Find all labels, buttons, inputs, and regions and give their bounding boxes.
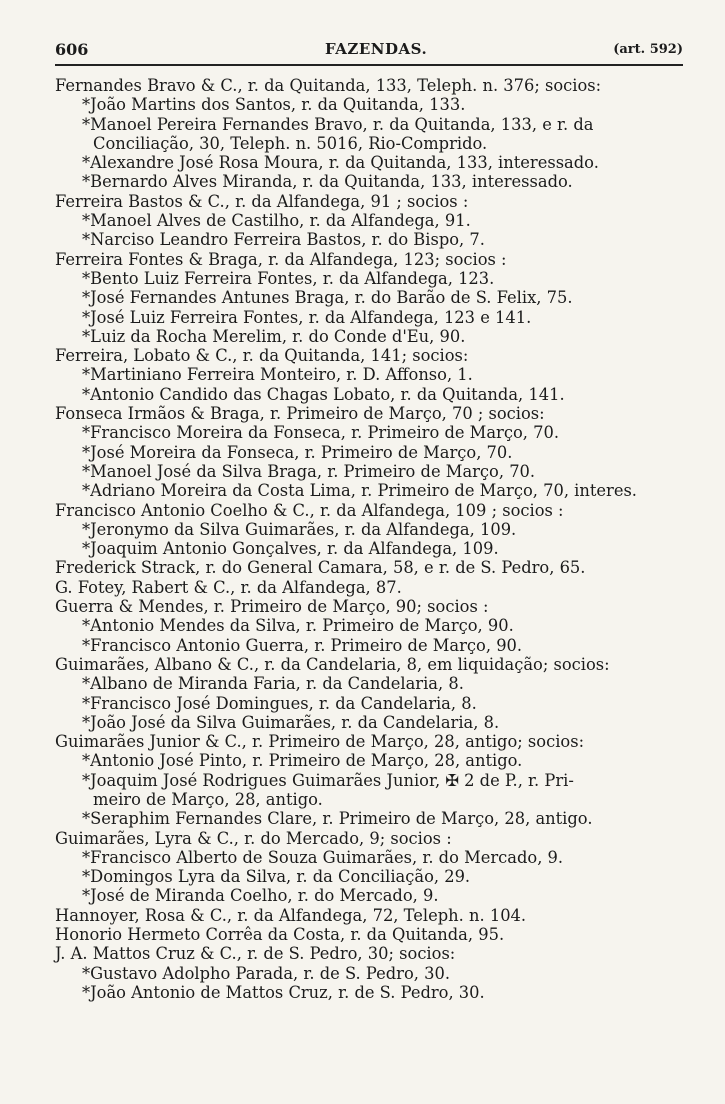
firm-entry-line: J. A. Mattos Cruz & C., r. de S. Pedro, 30; socios: <box>55 944 456 964</box>
partner-entry-line: *Francisco Alberto de Souza Guimarães, r. do Mercado, 9. <box>82 847 564 867</box>
header-rule <box>55 64 683 66</box>
directory-entries <box>55 76 685 1002</box>
firm-entry-line: Guimarães, Lyra & C., r. do Mercado, 9; socios : <box>55 828 452 848</box>
partner-entry-line: *Francisco Antonio Guerra, r. Primeiro de Março, 90. <box>82 635 523 655</box>
partner-entry-line: *José de Miranda Coelho, r. do Mercado, 9. <box>82 886 439 906</box>
partner-entry-line: *Jeronymo da Silva Guimarães, r. da Alfandega, 109. <box>82 519 517 539</box>
partner-entry-line: Conciliação, 30, Teleph. n. 5016, Rio-Comprido. <box>93 133 488 153</box>
partner-entry-line: *Francisco Moreira da Fonseca, r. Primeiro de Março, 70. <box>82 423 560 443</box>
firm-entry-line: Guerra & Mendes, r. Primeiro de Março, 90; socios : <box>55 597 489 617</box>
partner-entry-line: *Bernardo Alves Miranda, r. da Quitanda, 133, interessado. <box>82 172 573 192</box>
firm-entry-line: Ferreira, Lobato & C., r. da Quitanda, 141; socios: <box>55 346 469 366</box>
partner-entry-line: *Manoel Pereira Fernandes Bravo, r. da Quitanda, 133, e r. da <box>82 114 594 134</box>
partner-entry-line: *Manoel José da Silva Braga, r. Primeiro de Março, 70. <box>82 461 536 481</box>
partner-entry-line: *Martiniano Ferreira Monteiro, r. D. Affonso, 1. <box>82 365 473 385</box>
partner-entry-line: *Joaquim Antonio Gonçalves, r. da Alfandega, 109. <box>82 539 499 559</box>
firm-entry-line: Francisco Antonio Coelho & C., r. da Alfandega, 109 ; socios : <box>55 500 564 520</box>
firm-entry-line: Fonseca Irmãos & Braga, r. Primeiro de Março, 70 ; socios: <box>55 404 545 424</box>
page-number: 606 <box>55 40 89 59</box>
partner-entry-line: *Narciso Leandro Ferreira Bastos, r. do Bispo, 7. <box>82 230 485 250</box>
firm-entry-line: Fernandes Bravo & C., r. da Quitanda, 133, Teleph. n. 376; socios: <box>55 76 602 95</box>
firm-entry-line: Honorio Hermeto Corrêa da Costa, r. da Quitanda, 95. <box>55 925 505 945</box>
firm-entry-line: Hannoyer, Rosa & C., r. da Alfandega, 72, Teleph. n. 104. <box>55 905 527 925</box>
partner-entry-line: *José Fernandes Antunes Braga, r. do Barão de S. Felix, 75. <box>82 288 573 308</box>
partner-entry-line: *Joaquim José Rodrigues Guimarães Junior, ✠ 2 de P., r. Pri- <box>82 770 574 790</box>
partner-entry-line: *Albano de Miranda Faria, r. da Candelaria, 8. <box>82 674 464 694</box>
partner-entry-line: *José Moreira da Fonseca, r. Primeiro de Março, 70. <box>82 442 513 462</box>
section-reference: (art. 592) <box>613 42 683 57</box>
partner-entry-line: *Adriano Moreira da Costa Lima, r. Primeiro de Março, 70, interes. <box>82 481 637 501</box>
firm-entry-line: G. Fotey, Rabert & C., r. da Alfandega, 87. <box>55 577 402 597</box>
firm-entry-line: Guimarães, Albano & C., r. da Candelaria, 8, em liquidação; socios: <box>55 654 610 674</box>
page-title: FAZENDAS. <box>325 40 428 58</box>
firm-entry-line: Ferreira Bastos & C., r. da Alfandega, 91 ; socios : <box>55 191 469 211</box>
partner-entry-line: *Luiz da Rocha Merelim, r. do Conde d'Eu, 90. <box>82 326 466 346</box>
partner-entry-line: *João Antonio de Mattos Cruz, r. de S. Pedro, 30. <box>82 982 485 1002</box>
firm-entry-line: Frederick Strack, r. do General Camara, 58, e r. de S. Pedro, 65. <box>55 558 586 578</box>
partner-entry-line: *Antonio José Pinto, r. Primeiro de Março, 28, antigo. <box>82 751 523 771</box>
partner-entry-line: *João Martins dos Santos, r. da Quitanda, 133. <box>82 95 466 115</box>
partner-entry-line: *Antonio Mendes da Silva, r. Primeiro de Março, 90. <box>82 616 514 636</box>
partner-entry-line: *Manoel Alves de Castilho, r. da Alfandega, 91. <box>82 211 471 231</box>
firm-entry-line: Ferreira Fontes & Braga, r. da Alfandega, 123; socios : <box>55 249 507 269</box>
partner-entry-line: *Bento Luiz Ferreira Fontes, r. da Alfandega, 123. <box>82 268 495 288</box>
partner-entry-line: meiro de Março, 28, antigo. <box>93 789 323 809</box>
partner-entry-line: *Francisco José Domingues, r. da Candelaria, 8. <box>82 693 477 713</box>
partner-entry-line: *Gustavo Adolpho Parada, r. de S. Pedro, 30. <box>82 963 450 983</box>
partner-entry-line: *Seraphim Fernandes Clare, r. Primeiro de Março, 28, antigo. <box>82 809 593 829</box>
partner-entry-line: *Domingos Lyra da Silva, r. da Conciliação, 29. <box>82 867 471 887</box>
page-header <box>55 40 683 64</box>
partner-entry-line: *João José da Silva Guimarães, r. da Candelaria, 8. <box>82 712 500 732</box>
partner-entry-line: *Alexandre José Rosa Moura, r. da Quitanda, 133, interessado. <box>82 153 599 173</box>
partner-entry-line: *Antonio Candido das Chagas Lobato, r. da Quitanda, 141. <box>82 384 565 404</box>
partner-entry-line: *José Luiz Ferreira Fontes, r. da Alfandega, 123 e 141. <box>82 307 532 327</box>
firm-entry-line: Guimarães Junior & C., r. Primeiro de Março, 28, antigo; socios: <box>55 732 585 752</box>
